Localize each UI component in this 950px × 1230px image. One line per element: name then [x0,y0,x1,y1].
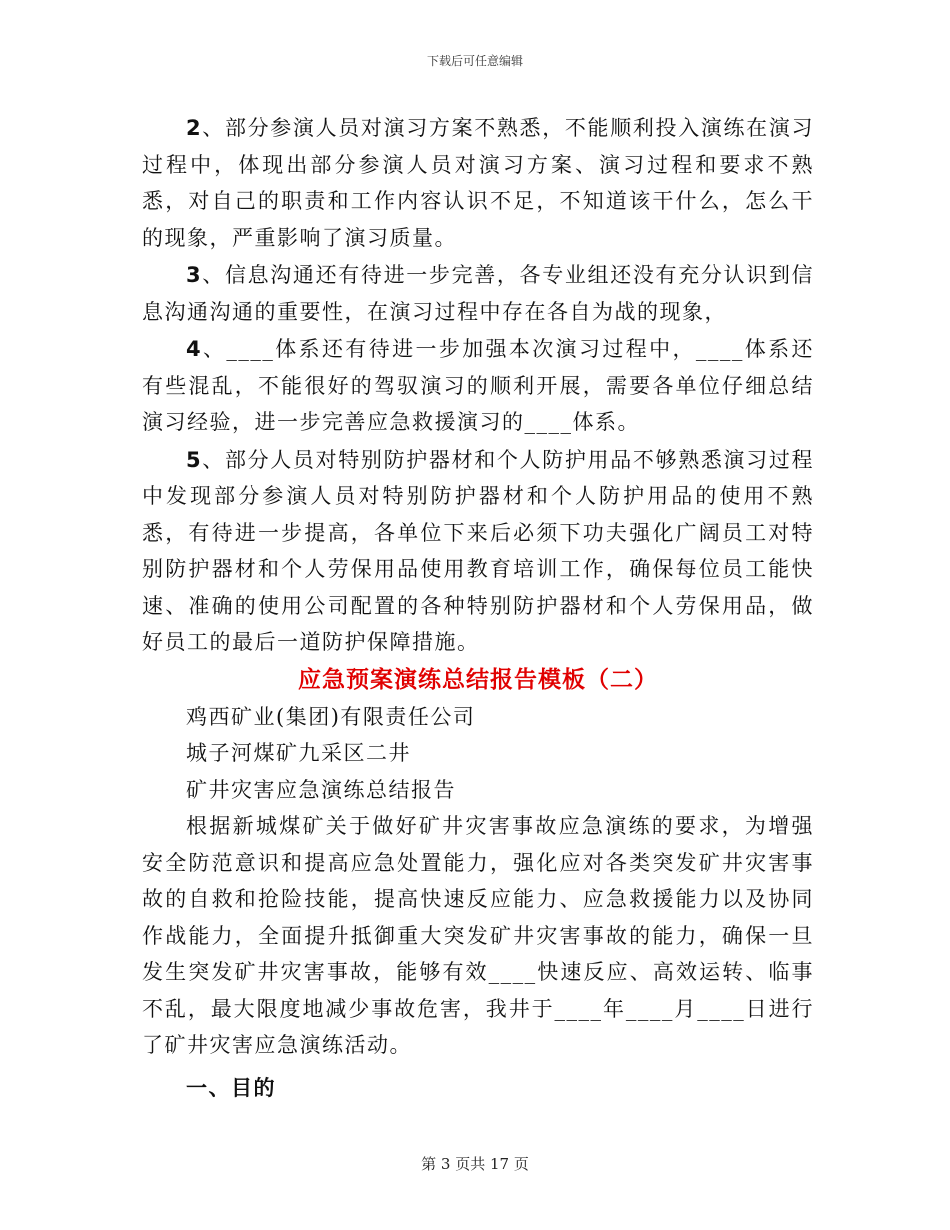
paragraph-item-3 [142,257,814,330]
paragraph-item-5 [142,442,814,661]
item-number: 5 [186,447,203,472]
company-name: 鸡西矿业(集团)有限责任公司 [186,704,476,729]
paragraph-item-2 [142,110,814,256]
paragraph-text: 、____体系还有待进一步加强本次演习过程中，____体系还有些混乱，不能很好的驾驭演习的顺利开展，需要各单位仔细总结演习经验，进一步完善应急救援演习的____体系。 [142,337,814,434]
item-number: 3 [186,263,203,287]
report-name: 矿井灾害应急演练总结报告 [186,777,456,802]
page-footer-number: 第 3 页共 17 页 [421,1155,529,1173]
paragraph-text: 、部分参演人员对演习方案不熟悉，不能顺利投入演练在演习过程中，体现出部分参演人员对演习方案、演习过程和要求不熟悉，对自己的职责和工作内容认识不足，不知道该干什么，怎么干的现象，严重影响了演习质量。 [142,116,814,250]
paragraph-item-4 [142,331,814,441]
paragraph-text: 、信息沟通还有待进一步完善，各专业组还没有充分认识到信息沟通沟通的重要性，在演习过程中存在各自为战的现象， [142,263,814,324]
intro-paragraph: 根据新城煤矿关于做好矿井灾害事故应急演练的要求，为增强安全防范意识和提高应急处置能力，强化应对各类突发矿井灾害事故的自救和抢险技能，提高快速反应能力、应急救援能力以及协同作战能力，全面提升抵御重大突发矿井灾害事故的能力，确保一旦发生突发矿井灾害事故，能够有效____快速反应、高效运转、临事不乱，最大限度地减少事故危害，我井于____年____月____日进行了矿井灾害应急演练活动。 [142,814,814,1057]
section-heading-purpose: 一、目的 [186,1075,276,1100]
section-title: 应急预案演练总结报告模板（二） [298,666,658,693]
page-header-note: 下载后可任意编辑 [426,54,523,68]
item-number: 4 [186,337,203,361]
paragraph-text: 、部分人员对特别防护器材和个人防护用品不够熟悉演习过程中发现部分参演人员对特别防护器材和个人防护用品的使用不熟悉，有待进一步提高，各单位下来后必须下功夫强化广阔员工对特别防护器材和个人劳保用品使用教育培训工作，确保每位员工能快速、准确的使用公司配置的各种特别防护器材和个人劳保用品，做好员工的最后一道防护保障措施。 [142,447,814,654]
document-body [142,110,814,1106]
unit-name: 城子河煤矿九采区二井 [186,741,411,765]
item-number: 2 [186,116,203,140]
